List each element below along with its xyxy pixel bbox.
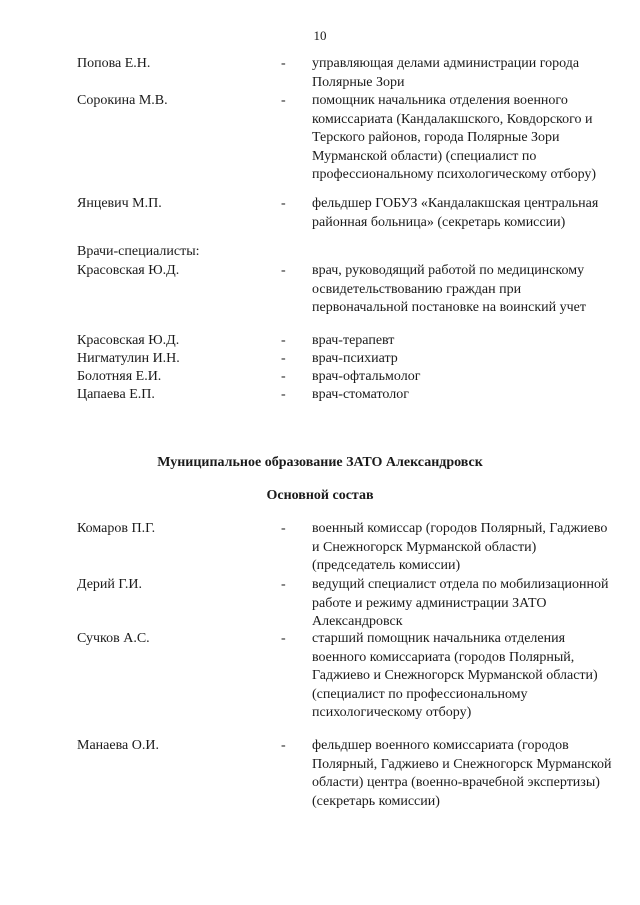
member-name: Сучков А.С. [77,631,150,646]
member-name: Красовская Ю.Д. [77,263,180,278]
member-role: помощник начальника отделения военного комиссариата (Кандалакшского, Ковдорского и Терского районов, города Полярные Зори Мурманской области) (специалист по профессиональному психологическому отбору) [312,93,597,182]
specialists-label: Врачи-специалисты: [77,244,200,259]
member-name: Манаева О.И. [77,738,159,753]
member-role: врач-терапевт [312,333,395,348]
member-role: ведущий специалист отдела по мобилизационной работе и режиму администрации ЗАТО Александровск [312,577,609,629]
member-role: фельдшер военного комиссариата (городов Полярный, Гаджиево и Снежногорск Мурманской области) центра (военно-врачебной экспертизы) (секретарь комиссии) [312,738,612,809]
separator-dash: - [281,738,286,753]
member-name: Дерий Г.И. [77,577,143,592]
member-name: Цапаева Е.П. [77,387,155,402]
member-name: Нигматулин И.Н. [77,351,180,366]
separator-dash: - [281,93,286,108]
separator-dash: - [281,387,286,402]
separator-dash: - [281,56,286,71]
member-role: фельдшер ГОБУЗ «Кандалакшская центральная районная больница» (секретарь комиссии) [312,196,599,230]
member-role: врач, руководящий работой по медицинскому освидетельствованию граждан при первоначальной постановке на воинский учет [312,263,587,315]
member-role: врач-офтальмолог [312,369,421,384]
member-role: врач-стоматолог [312,387,409,402]
separator-dash: - [281,263,286,278]
separator-dash: - [281,521,286,536]
separator-dash: - [281,333,286,348]
separator-dash: - [281,369,286,384]
member-role: управляющая делами администрации города Полярные Зори [312,56,580,90]
separator-dash: - [281,577,286,592]
member-name: Болотняя Е.И. [77,369,162,384]
member-name: Янцевич М.П. [77,196,162,211]
separator-dash: - [281,631,286,646]
separator-dash: - [281,351,286,366]
member-role: врач-психиатр [312,351,398,366]
separator-dash: - [281,196,286,211]
member-name: Сорокина М.В. [77,93,168,108]
section-subtitle: Основной состав [266,488,374,503]
member-name: Комаров П.Г. [77,521,156,536]
page-number: 10 [313,28,327,43]
member-name: Красовская Ю.Д. [77,333,180,348]
section-title: Муниципальное образование ЗАТО Александровск [157,455,483,470]
member-role: старший помощник начальника отделения военного комиссариата (городов Полярный, Гаджиево и Снежногорск Мурманской области) (специалист по профессиональному психологическому отбору) [312,631,598,720]
member-name: Попова Е.Н. [77,56,151,71]
member-role: военный комиссар (городов Полярный, Гаджиево и Снежногорск Мурманской области) (председатель комиссии) [312,521,608,573]
